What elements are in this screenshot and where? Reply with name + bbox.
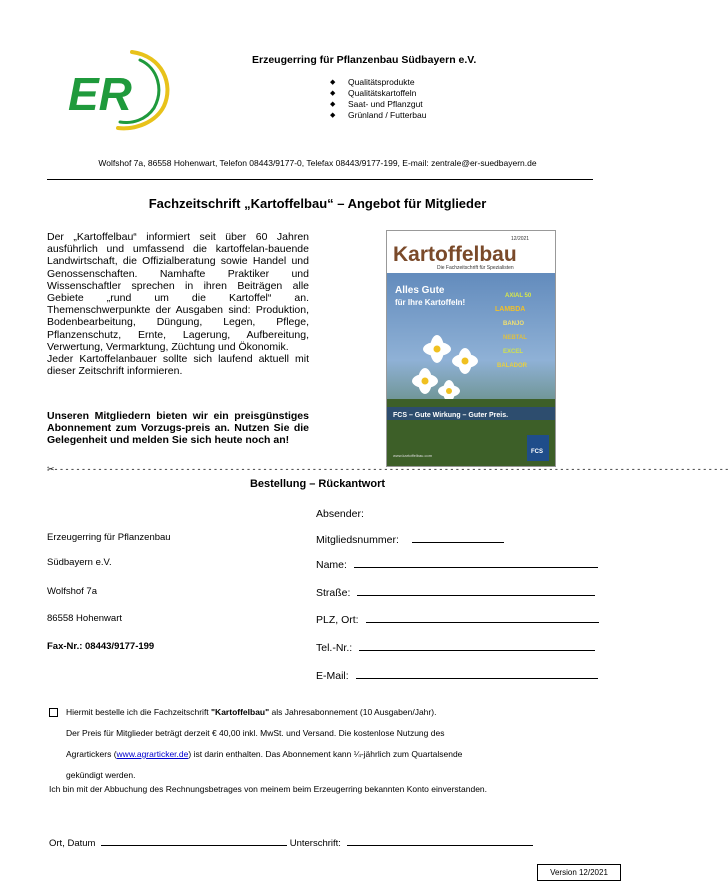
svg-text:BANJO: BANJO bbox=[503, 321, 525, 327]
org-name: Erzeugerring für Pflanzenbau Südbayern e.V. bbox=[252, 54, 477, 66]
er-logo bbox=[62, 46, 174, 132]
scissors-icon: ✂ bbox=[47, 464, 55, 474]
svg-text:BALADOR: BALADOR bbox=[497, 363, 527, 369]
recipient-line-1: Erzeugerring für Pflanzenbau bbox=[47, 532, 171, 543]
email-field[interactable] bbox=[316, 667, 598, 682]
order-text bbox=[49, 702, 604, 786]
offerings-list bbox=[330, 77, 426, 121]
order-text-bold: "Kartoffelbau" bbox=[211, 707, 270, 717]
order-line-3-part-1: Agrartickers ( bbox=[66, 749, 117, 759]
member-number-label: Mitgliedsnummer: bbox=[316, 534, 399, 546]
offering-item: ◆ Grünland / Futterbau bbox=[330, 110, 426, 121]
agrarticker-link[interactable]: www.agrarticker.de bbox=[116, 749, 189, 759]
offering-item: ◆ Saat- und Pflanzgut bbox=[330, 99, 426, 110]
signature-input[interactable] bbox=[347, 834, 533, 846]
order-checkbox[interactable] bbox=[49, 708, 58, 717]
order-heading: Bestellung – Rückantwort bbox=[249, 478, 386, 490]
order-line-4: gekündigt werden. bbox=[66, 770, 136, 780]
street-label: Straße: bbox=[316, 587, 351, 599]
debit-consent: Ich bin mit der Abbuchung des Rechnungsbetrages von meinem beim Erzeugerring bekannten Konto einverstanden. bbox=[49, 784, 488, 794]
svg-text:NEBTAL: NEBTAL bbox=[503, 335, 527, 341]
offering-item: ◆ Qualitätsprodukte bbox=[330, 77, 426, 88]
offering-item: ◆ Qualitätskartoffeln bbox=[330, 88, 426, 99]
svg-text:EXCEL: EXCEL bbox=[503, 349, 524, 355]
zip-city-input[interactable] bbox=[366, 611, 599, 623]
page-headline: Fachzeitschrift „Kartoffelbau“ – Angebot für Mitglieder bbox=[148, 196, 487, 211]
place-date-label: Ort, Datum bbox=[49, 838, 96, 849]
zip-city-label: PLZ, Ort: bbox=[316, 614, 359, 626]
phone-label: Tel.-Nr.: bbox=[316, 642, 353, 654]
svg-text:12/2021: 12/2021 bbox=[511, 236, 530, 242]
svg-text:www.kartoffelbau.com: www.kartoffelbau.com bbox=[393, 453, 433, 458]
name-label: Name: bbox=[316, 559, 347, 571]
recipient-line-4: 86558 Hohenwart bbox=[47, 613, 122, 624]
magazine-cover bbox=[386, 230, 556, 467]
order-text-part-2: als Jahresabonnement (10 Ausgaben/Jahr). bbox=[269, 707, 437, 717]
name-input[interactable] bbox=[354, 556, 598, 568]
promo-text: Unseren Mitgliedern bieten wir ein preisgünstiges Abonnement zum Vorzugs-preis an. Nutzen Sie die Gelegenheit und melden Sie sich heute noch an! bbox=[47, 410, 309, 447]
recipient-line-2: Südbayern e.V. bbox=[47, 557, 112, 568]
email-label: E-Mail: bbox=[316, 670, 349, 682]
order-line-3 bbox=[49, 744, 604, 765]
place-date-input[interactable] bbox=[101, 834, 287, 846]
version-badge: Version 12/2021 bbox=[537, 864, 621, 881]
phone-field[interactable] bbox=[316, 639, 595, 654]
svg-text:FCS: FCS bbox=[531, 449, 543, 455]
zip-city-field[interactable] bbox=[316, 611, 599, 626]
svg-text:Alles Gute: Alles Gute bbox=[395, 285, 445, 296]
address-line: Wolfshof 7a, 86558 Hohenwart, Telefon 08443/9177-0, Telefax 08443/9177-199, E-mail: zentrale@er-suedbayern.de bbox=[98, 158, 537, 168]
svg-text:AXIAL 50: AXIAL 50 bbox=[505, 293, 532, 299]
member-number-input[interactable] bbox=[412, 531, 504, 543]
svg-text:FCS – Gute Wirkung – Guter Pre: FCS – Gute Wirkung – Guter Preis. bbox=[393, 412, 509, 419]
recipient-fax: Fax-Nr.: 08443/9177-199 bbox=[47, 641, 155, 652]
intro-text bbox=[47, 231, 309, 377]
order-line-2: Der Preis für Mitglieder beträgt derzeit € 40,00 inkl. MwSt. und Versand. Die kostenlose Nutzung des bbox=[66, 728, 445, 738]
name-field[interactable] bbox=[316, 556, 598, 571]
member-number-field[interactable] bbox=[316, 531, 504, 546]
logo-lettering: ER bbox=[68, 68, 132, 120]
signature-label: Unterschrift: bbox=[289, 838, 341, 849]
signature-line bbox=[49, 834, 533, 849]
order-text-part-1: Hiermit bestelle ich die Fachzeitschrift bbox=[66, 707, 212, 717]
svg-text:Kartoffelbau: Kartoffelbau bbox=[393, 243, 517, 266]
intro-paragraph-1: Der „Kartoffelbau“ informiert seit über 60 Jahren ausführlich und umfassend die kartoffelan-bauende Landwirtschaft, die Offizialberatung sowie Handel und Genossenschaften. Namhafte Praktiker und Wissenschaftler sprechen in ihren Beiträgen alle Gebiete „rund um die Kartoffel“ an. Themenschwerpunkte der Ausgaben sind: Produktion, Bodenbearbeitung, Düngung, Legen, Pflege, Pflanzenschutz, Ernte, Lagerung, Aufbereitung, Verwertung, Vermarktung, Züchtung und Ökonomik. bbox=[47, 231, 309, 353]
svg-text:für Ihre Kartoffeln!: für Ihre Kartoffeln! bbox=[395, 298, 466, 307]
header-divider bbox=[47, 179, 593, 180]
phone-input[interactable] bbox=[359, 639, 595, 651]
svg-text:Die Fachzeitschrift für Spezia: Die Fachzeitschrift für Spezialisten bbox=[437, 265, 514, 271]
recipient-line-3: Wolfshof 7a bbox=[47, 586, 97, 597]
sender-label: Absender: bbox=[316, 508, 364, 520]
email-input[interactable] bbox=[356, 667, 598, 679]
order-line-1 bbox=[49, 702, 604, 723]
street-input[interactable] bbox=[357, 584, 595, 596]
cut-line: ✂- - - - - - - - - - - - - - - - - - - - - - - - - - - - - - - - - - - - - - - - - - - - - - - - - - - - - - - - - - - - - - - - - - - - - - - - - - - - - - - - - - - - - - - - - - - - - - - - - - - - - - - - - - - - - - - - - - - - - - - - - - - bbox=[47, 464, 728, 474]
order-line-3-part-2: ) ist darin enthalten. Das Abonnement kann ¼-jährlich zum Quartalsende bbox=[188, 749, 463, 759]
svg-text:LAMBDA: LAMBDA bbox=[495, 306, 526, 313]
intro-paragraph-2: Jeder Kartoffelanbauer sollte sich laufend aktuell mit dieser Zeitschrift informieren. bbox=[47, 353, 309, 378]
street-field[interactable] bbox=[316, 584, 595, 599]
